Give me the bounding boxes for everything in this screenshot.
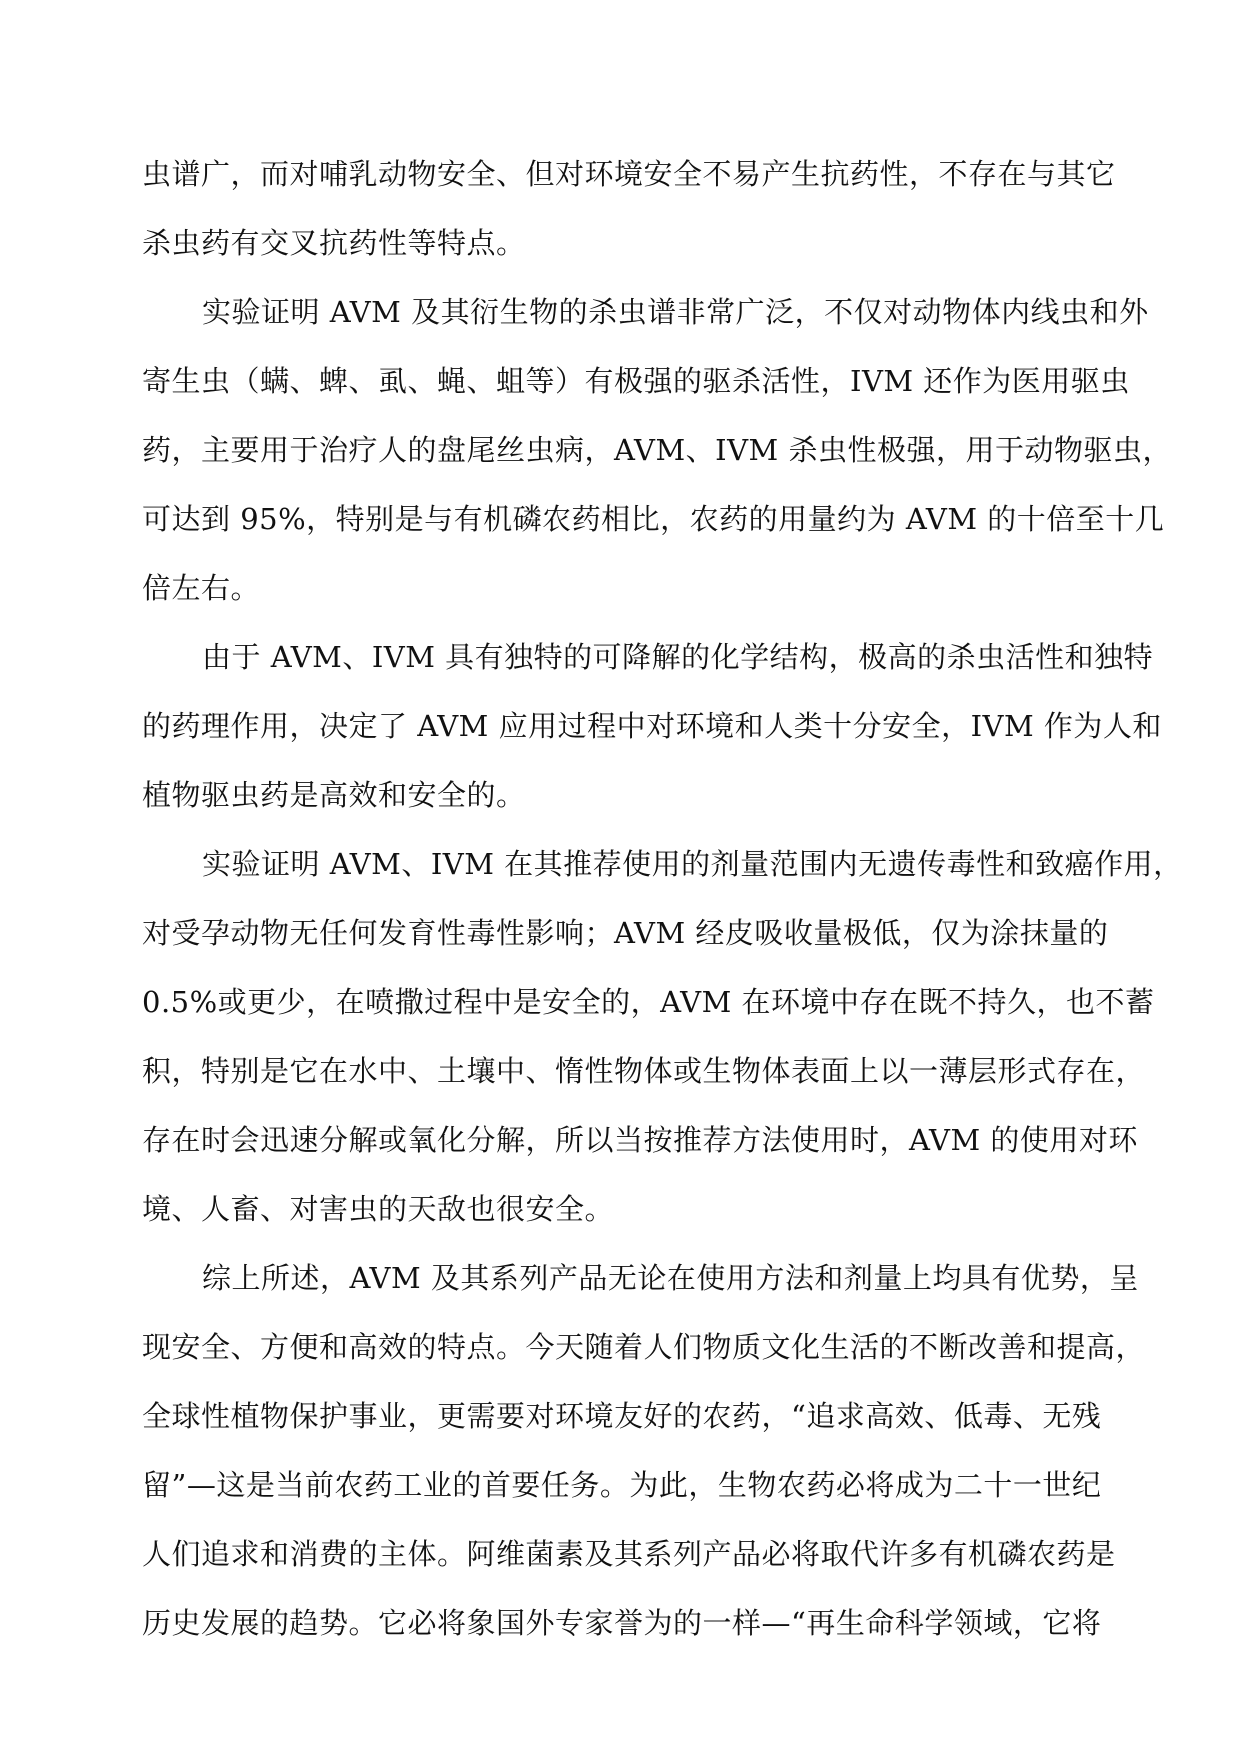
text-line: 积，特别是它在水中、土壤中、惰性物体或生物体表面上以一薄层形式存在，: [142, 1054, 1146, 1088]
text-line: 药，主要用于治疗人的盘尾丝虫病，AVM、IVM 杀虫性极强，用于动物驱虫，: [142, 433, 1172, 467]
text-line: 可达到 95%，特别是与有机磷农药相比，农药的用量约为 AVM 的十倍至十几: [142, 502, 1165, 536]
text-line: 虫谱广，而对哺乳动物安全、但对环境安全不易产生抗药性，不存在与其它: [142, 157, 1116, 191]
text-line: 现安全、方便和高效的特点。今天随着人们物质文化生活的不断改善和提高，: [142, 1330, 1146, 1364]
text-line: 实验证明 AVM、IVM 在其推荐使用的剂量范围内无遗传毒性和致癌作用，: [202, 847, 1183, 881]
text-line: 寄生虫（螨、蜱、虱、蝇、蛆等）有极强的驱杀活性，IVM 还作为医用驱虫: [142, 364, 1130, 398]
text-line: 植物驱虫药是高效和安全的。: [142, 778, 526, 812]
text-line: 0.5%或更少，在喷撒过程中是安全的，AVM 在环境中存在既不持久，也不蓄: [142, 985, 1155, 1019]
paragraph: [142, 278, 1172, 623]
paragraph: [142, 623, 1162, 830]
text-line: 由于 AVM、IVM 具有独特的可降解的化学结构，极高的杀虫活性和独特: [202, 640, 1154, 674]
text-line: 境、人畜、对害虫的天敌也很安全。: [142, 1192, 615, 1226]
text-line: 杀虫药有交叉抗药性等特点。: [142, 226, 526, 260]
text-line: 人们追求和消费的主体。阿维菌素及其系列产品必将取代许多有机磷农药是: [142, 1537, 1116, 1571]
text-line: 历史发展的趋势。它必将象国外专家誉为的一样—“再生命科学领域，它将: [142, 1606, 1102, 1640]
text-line: 全球性植物保护事业，更需要对环境友好的农药，“追求高效、低毒、无残: [142, 1399, 1102, 1433]
paragraph: [142, 140, 1116, 278]
text-line: 存在时会迅速分解或氧化分解，所以当按推荐方法使用时，AVM 的使用对环: [142, 1123, 1138, 1157]
text-line: 的药理作用，决定了 AVM 应用过程中对环境和人类十分安全，IVM 作为人和: [142, 709, 1162, 743]
text-line: 倍左右。: [142, 571, 261, 605]
paragraph: [142, 1244, 1146, 1658]
body-text: [142, 140, 1183, 1658]
text-line: 综上所述，AVM 及其系列产品无论在使用方法和剂量上均具有优势，呈: [202, 1261, 1139, 1295]
text-line: 留”—这是当前农药工业的首要任务。为此，生物农药必将成为二十一世纪: [142, 1468, 1102, 1502]
paragraph: [142, 830, 1183, 1244]
text-line: 对受孕动物无任何发育性毒性影响；AVM 经皮吸收量极低，仅为涂抹量的: [142, 916, 1109, 950]
text-line: 实验证明 AVM 及其衍生物的杀虫谱非常广泛，不仅对动物体内线虫和外: [202, 295, 1149, 329]
